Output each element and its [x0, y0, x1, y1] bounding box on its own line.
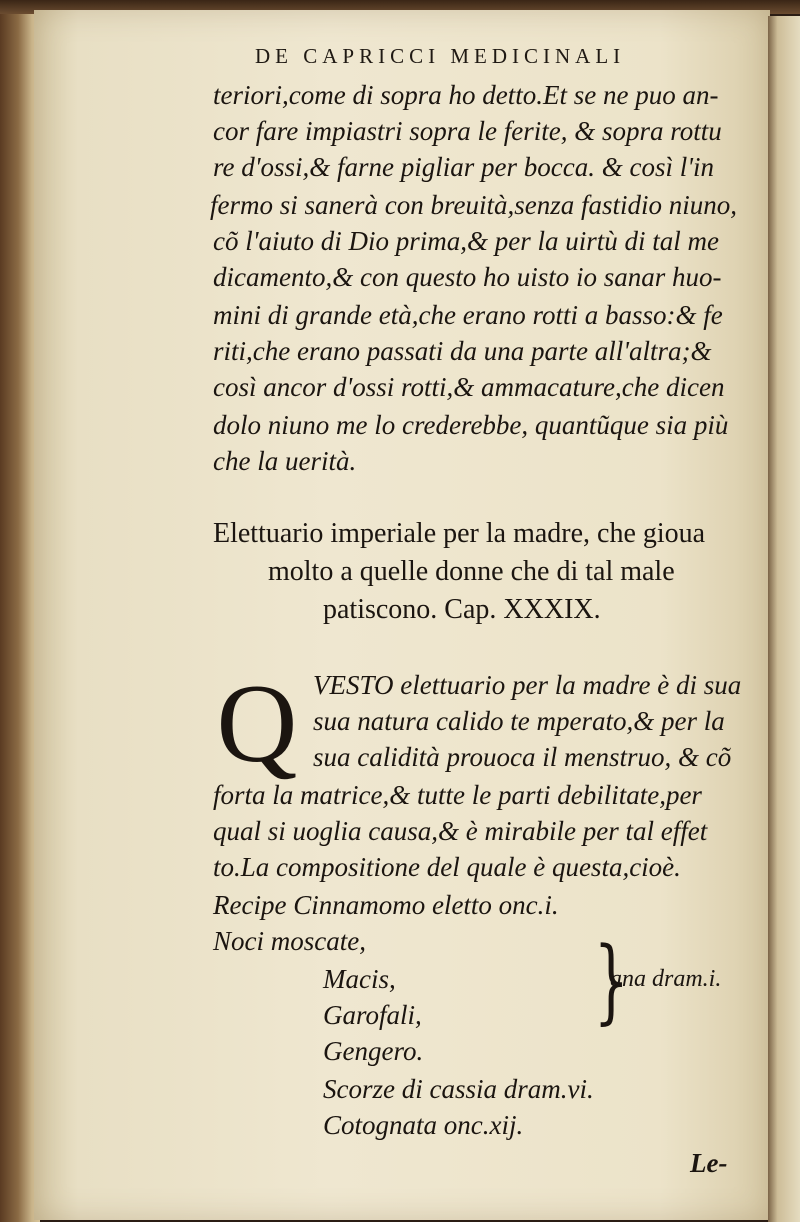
- text-line: dolo niuno me lo crederebbe, quantũque sia più: [213, 410, 729, 440]
- running-head: DE CAPRICCI MEDICINALI: [255, 44, 626, 68]
- text-line: sua natura calido te mperato,& per la: [313, 706, 725, 736]
- chapter-heading-line: molto a quelle donne che di tal male: [268, 556, 675, 587]
- recipe-item: Noci moscate,: [213, 926, 366, 956]
- recipe-item: Cotognata onc.xij.: [323, 1110, 524, 1140]
- text-line: cor fare impiastri sopra le ferite, & sopra rottu: [213, 116, 722, 146]
- curly-brace-icon: }: [593, 927, 629, 1034]
- text-line: cõ l'aiuto di Dio prima,& per la uirtù di tal me: [213, 226, 720, 256]
- text-line: VESTO elettuario per la madre è di sua: [313, 670, 742, 700]
- text-line: to.La compositione del quale è questa,cioè.: [213, 852, 681, 882]
- text-line: che la uerità.: [213, 446, 357, 476]
- recipe-item: Garofali,: [323, 1000, 422, 1030]
- text-line: forta la matrice,& tutte le parti debilitate,per: [213, 780, 702, 810]
- text-line: mini di grande età,che erano rotti a basso:& fe: [213, 300, 723, 330]
- catchword: Le-: [690, 1148, 728, 1178]
- text-line: re d'ossi,& farne pigliar per bocca. & così l'in: [213, 152, 715, 182]
- text-line: dicamento,& con questo ho uisto io sanar huo-: [213, 262, 722, 292]
- chapter-heading-line: Elettuario imperiale per la madre, che gioua: [213, 518, 706, 549]
- recipe-item: Scorze di cassia dram.vi.: [323, 1074, 594, 1104]
- recipe-item: Macis,: [323, 964, 396, 994]
- text-line: sua calidità prouoca il menstruo, & cõ: [313, 742, 732, 772]
- text-line: teriori,come di sopra ho detto.Et se ne puo an-: [213, 80, 719, 110]
- brace-label: ana dram.i.: [610, 966, 722, 992]
- recipe-item: Gengero.: [323, 1036, 424, 1066]
- text-line: così ancor d'ossi rotti,& ammacature,che dicen: [213, 372, 725, 402]
- facing-page-edge: [768, 16, 800, 1222]
- chapter-heading-line: patiscono. Cap. XXXIX.: [323, 594, 601, 625]
- drop-cap-initial: Q: [216, 662, 298, 786]
- text-line: qual si uoglia causa,& è mirabile per tal effet: [213, 816, 708, 846]
- recipe-line: Recipe Cinnamomo eletto onc.i.: [213, 890, 559, 920]
- text-line: fermo si sanerà con breuità,senza fastidio niuno,: [210, 190, 737, 220]
- text-line: riti,che erano passati da una parte all'altra;&: [213, 336, 712, 366]
